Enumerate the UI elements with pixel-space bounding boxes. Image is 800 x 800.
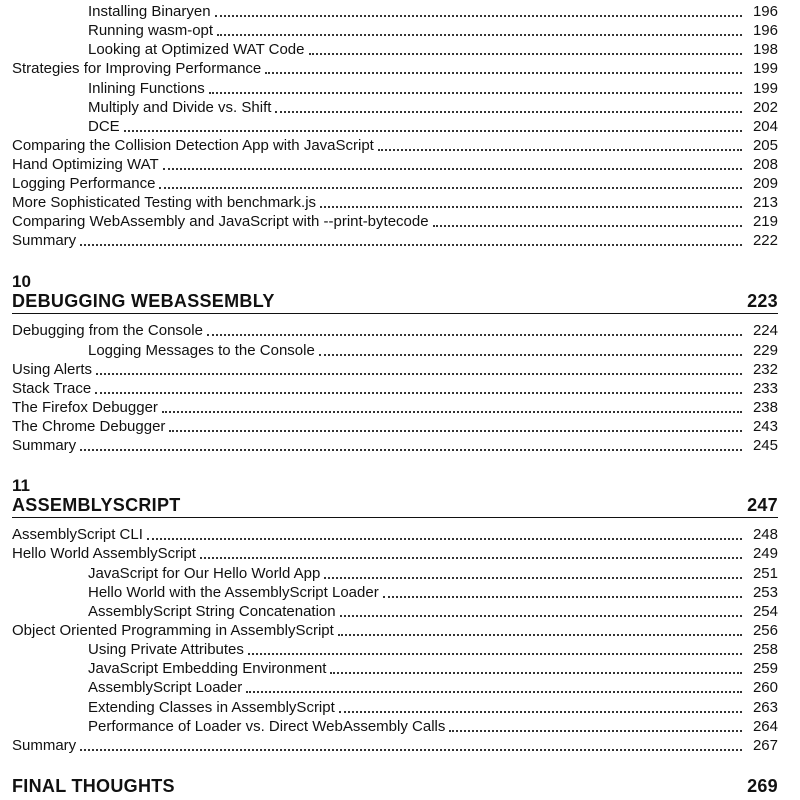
toc-entry[interactable] — [12, 230, 778, 249]
dot-leader — [265, 72, 742, 74]
dot-leader — [209, 92, 742, 94]
dot-leader — [169, 430, 742, 432]
toc-entry-title: DCE — [88, 118, 120, 135]
toc-entry-title: Inlining Functions — [88, 80, 205, 97]
chapter-page: 247 — [747, 495, 778, 515]
dot-leader — [338, 634, 742, 636]
dot-leader — [383, 596, 742, 598]
dot-leader — [200, 557, 742, 559]
toc-entry-title: Comparing the Collision Detection App with JavaScript — [12, 137, 374, 154]
toc-entry-title: The Firefox Debugger — [12, 399, 158, 416]
chapter-page: 269 — [747, 776, 778, 796]
toc-entry[interactable] — [12, 78, 778, 97]
toc-entry[interactable] — [12, 116, 778, 135]
toc-entry-title: Summary — [12, 737, 77, 754]
dot-leader — [309, 53, 743, 55]
toc-entry-title: Hello World AssemblyScript — [12, 545, 196, 562]
toc-entry[interactable] — [12, 543, 778, 562]
toc-entry-page: 224 — [752, 322, 778, 339]
toc-entry-title: Multiply and Divide vs. Shift — [88, 99, 272, 116]
toc-entry[interactable] — [12, 524, 778, 543]
toc-entry[interactable] — [12, 435, 778, 454]
toc-entry-page: 254 — [752, 603, 778, 620]
toc-entry-page: 233 — [752, 380, 778, 397]
toc-entry-title: Using Private Attributes — [88, 641, 244, 658]
toc-entry[interactable] — [12, 320, 778, 339]
toc-entry-title: Hand Optimizing WAT — [12, 156, 159, 173]
toc-entry-page: 198 — [752, 41, 778, 58]
dot-leader — [215, 15, 742, 17]
dot-leader — [159, 187, 742, 189]
chapter-heading[interactable] — [12, 291, 778, 314]
toc-entry-page: 256 — [752, 622, 778, 639]
toc-entry[interactable] — [12, 97, 778, 116]
toc-entry[interactable] — [12, 173, 778, 192]
toc-page — [12, 0, 778, 800]
toc-entry-page: 259 — [752, 660, 778, 677]
toc-entry[interactable] — [12, 211, 778, 230]
toc-entry[interactable] — [12, 416, 778, 435]
toc-entry[interactable] — [12, 716, 778, 735]
dot-leader — [433, 225, 742, 227]
toc-entry[interactable] — [12, 20, 778, 39]
toc-entry[interactable] — [12, 192, 778, 211]
toc-entry-page: 196 — [752, 3, 778, 20]
toc-entry-page: 260 — [752, 679, 778, 696]
dot-leader — [217, 34, 742, 36]
dot-leader — [339, 711, 742, 713]
dot-leader — [80, 244, 742, 246]
toc-entry[interactable] — [12, 601, 778, 620]
toc-entry[interactable] — [12, 154, 778, 173]
toc-entry-title: Summary — [12, 437, 77, 454]
toc-entry-page: 267 — [752, 737, 778, 754]
toc-entry-title: Logging Messages to the Console — [88, 342, 315, 359]
toc-entry-page: 258 — [752, 641, 778, 658]
chapter-title: ASSEMBLYSCRIPT — [12, 495, 181, 515]
dot-leader — [162, 411, 742, 413]
dot-leader — [330, 672, 742, 674]
dot-leader — [449, 730, 742, 732]
dot-leader — [248, 653, 742, 655]
toc-entry-title: More Sophisticated Testing with benchmark.js — [12, 194, 317, 211]
dot-leader — [124, 130, 742, 132]
toc-entry[interactable] — [12, 58, 778, 77]
dot-leader — [80, 749, 742, 751]
toc-entry-page: 253 — [752, 584, 778, 601]
toc-entry[interactable] — [12, 563, 778, 582]
toc-entry-title: Summary — [12, 232, 77, 249]
toc-entry-title: Performance of Loader vs. Direct WebAssembly Calls — [88, 718, 446, 735]
dot-leader — [340, 615, 742, 617]
toc-entry-title: Object Oriented Programming in AssemblyScript — [12, 622, 334, 639]
toc-entry-page: 243 — [752, 418, 778, 435]
toc-entry-title: AssemblyScript String Concatenation — [88, 603, 336, 620]
toc-entry[interactable] — [12, 697, 778, 716]
toc-entry[interactable] — [12, 378, 778, 397]
toc-entry-page: 205 — [752, 137, 778, 154]
toc-entry-page: 209 — [752, 175, 778, 192]
chapter-title: FINAL THOUGHTS — [12, 776, 175, 796]
toc-entry-page: 249 — [752, 545, 778, 562]
toc-entry-title: Debugging from the Console — [12, 322, 203, 339]
chapter-heading[interactable] — [12, 495, 778, 518]
dot-leader — [319, 354, 742, 356]
dot-leader — [147, 538, 742, 540]
chapter-page: 223 — [747, 291, 778, 311]
dot-leader — [378, 149, 742, 151]
toc-entry-title: Strategies for Improving Performance — [12, 60, 262, 77]
toc-entry-page: 199 — [752, 80, 778, 97]
final-thoughts-heading[interactable] — [12, 776, 778, 798]
toc-entry[interactable] — [12, 397, 778, 416]
toc-entry[interactable] — [12, 658, 778, 677]
toc-entry-page: 245 — [752, 437, 778, 454]
toc-entry-page: 202 — [752, 99, 778, 116]
toc-entry[interactable] — [12, 639, 778, 658]
toc-entry-page: 213 — [752, 194, 778, 211]
toc-entry[interactable] — [12, 340, 778, 359]
toc-entry[interactable] — [12, 582, 778, 601]
toc-entry-title: AssemblyScript CLI — [12, 526, 143, 543]
toc-entry-page: 219 — [752, 213, 778, 230]
dot-leader — [324, 577, 742, 579]
toc-entry-title: The Chrome Debugger — [12, 418, 166, 435]
chapter-number: 10 — [12, 272, 31, 291]
dot-leader — [96, 373, 742, 375]
toc-entry[interactable] — [12, 1, 778, 20]
dot-leader — [80, 449, 742, 451]
toc-entry-page: 248 — [752, 526, 778, 543]
chapter-number: 11 — [12, 476, 30, 495]
dot-leader — [246, 691, 742, 693]
toc-entry-title: Stack Trace — [12, 380, 92, 397]
toc-entry-page: 222 — [752, 232, 778, 249]
dot-leader — [163, 168, 742, 170]
toc-entry-page: 263 — [752, 699, 778, 716]
dot-leader — [95, 392, 742, 394]
toc-entry-title: Extending Classes in AssemblyScript — [88, 699, 335, 716]
toc-entry-page: 229 — [752, 342, 778, 359]
toc-entry-page: 264 — [752, 718, 778, 735]
toc-entry-page: 199 — [752, 60, 778, 77]
toc-entry-page: 208 — [752, 156, 778, 173]
toc-entry-title: Installing Binaryen — [88, 3, 211, 20]
dot-leader — [275, 111, 742, 113]
toc-entry-page: 196 — [752, 22, 778, 39]
toc-entry-title: Logging Performance — [12, 175, 156, 192]
toc-entry[interactable] — [12, 39, 778, 58]
toc-entry-title: Hello World with the AssemblyScript Loader — [88, 584, 379, 601]
dot-leader — [320, 206, 742, 208]
toc-entry[interactable] — [12, 620, 778, 639]
dot-leader — [207, 334, 742, 336]
toc-entry-page: 251 — [752, 565, 778, 582]
toc-entry-title: Looking at Optimized WAT Code — [88, 41, 305, 58]
toc-entry[interactable] — [12, 135, 778, 154]
toc-entry-title: Comparing WebAssembly and JavaScript with --print-bytecode — [12, 213, 429, 230]
toc-entry[interactable] — [12, 359, 778, 378]
toc-entry-title: Running wasm-opt — [88, 22, 214, 39]
toc-entry-page: 232 — [752, 361, 778, 378]
toc-entry-title: AssemblyScript Loader — [88, 679, 243, 696]
toc-entry-page: 238 — [752, 399, 778, 416]
toc-entry[interactable] — [12, 677, 778, 696]
toc-entry-title: JavaScript for Our Hello World App — [88, 565, 321, 582]
toc-entry-title: Using Alerts — [12, 361, 93, 378]
chapter-title: DEBUGGING WEBASSEMBLY — [12, 291, 275, 311]
toc-entry-title: JavaScript Embedding Environment — [88, 660, 327, 677]
toc-entry-page: 204 — [752, 118, 778, 135]
toc-entry[interactable] — [12, 735, 778, 754]
